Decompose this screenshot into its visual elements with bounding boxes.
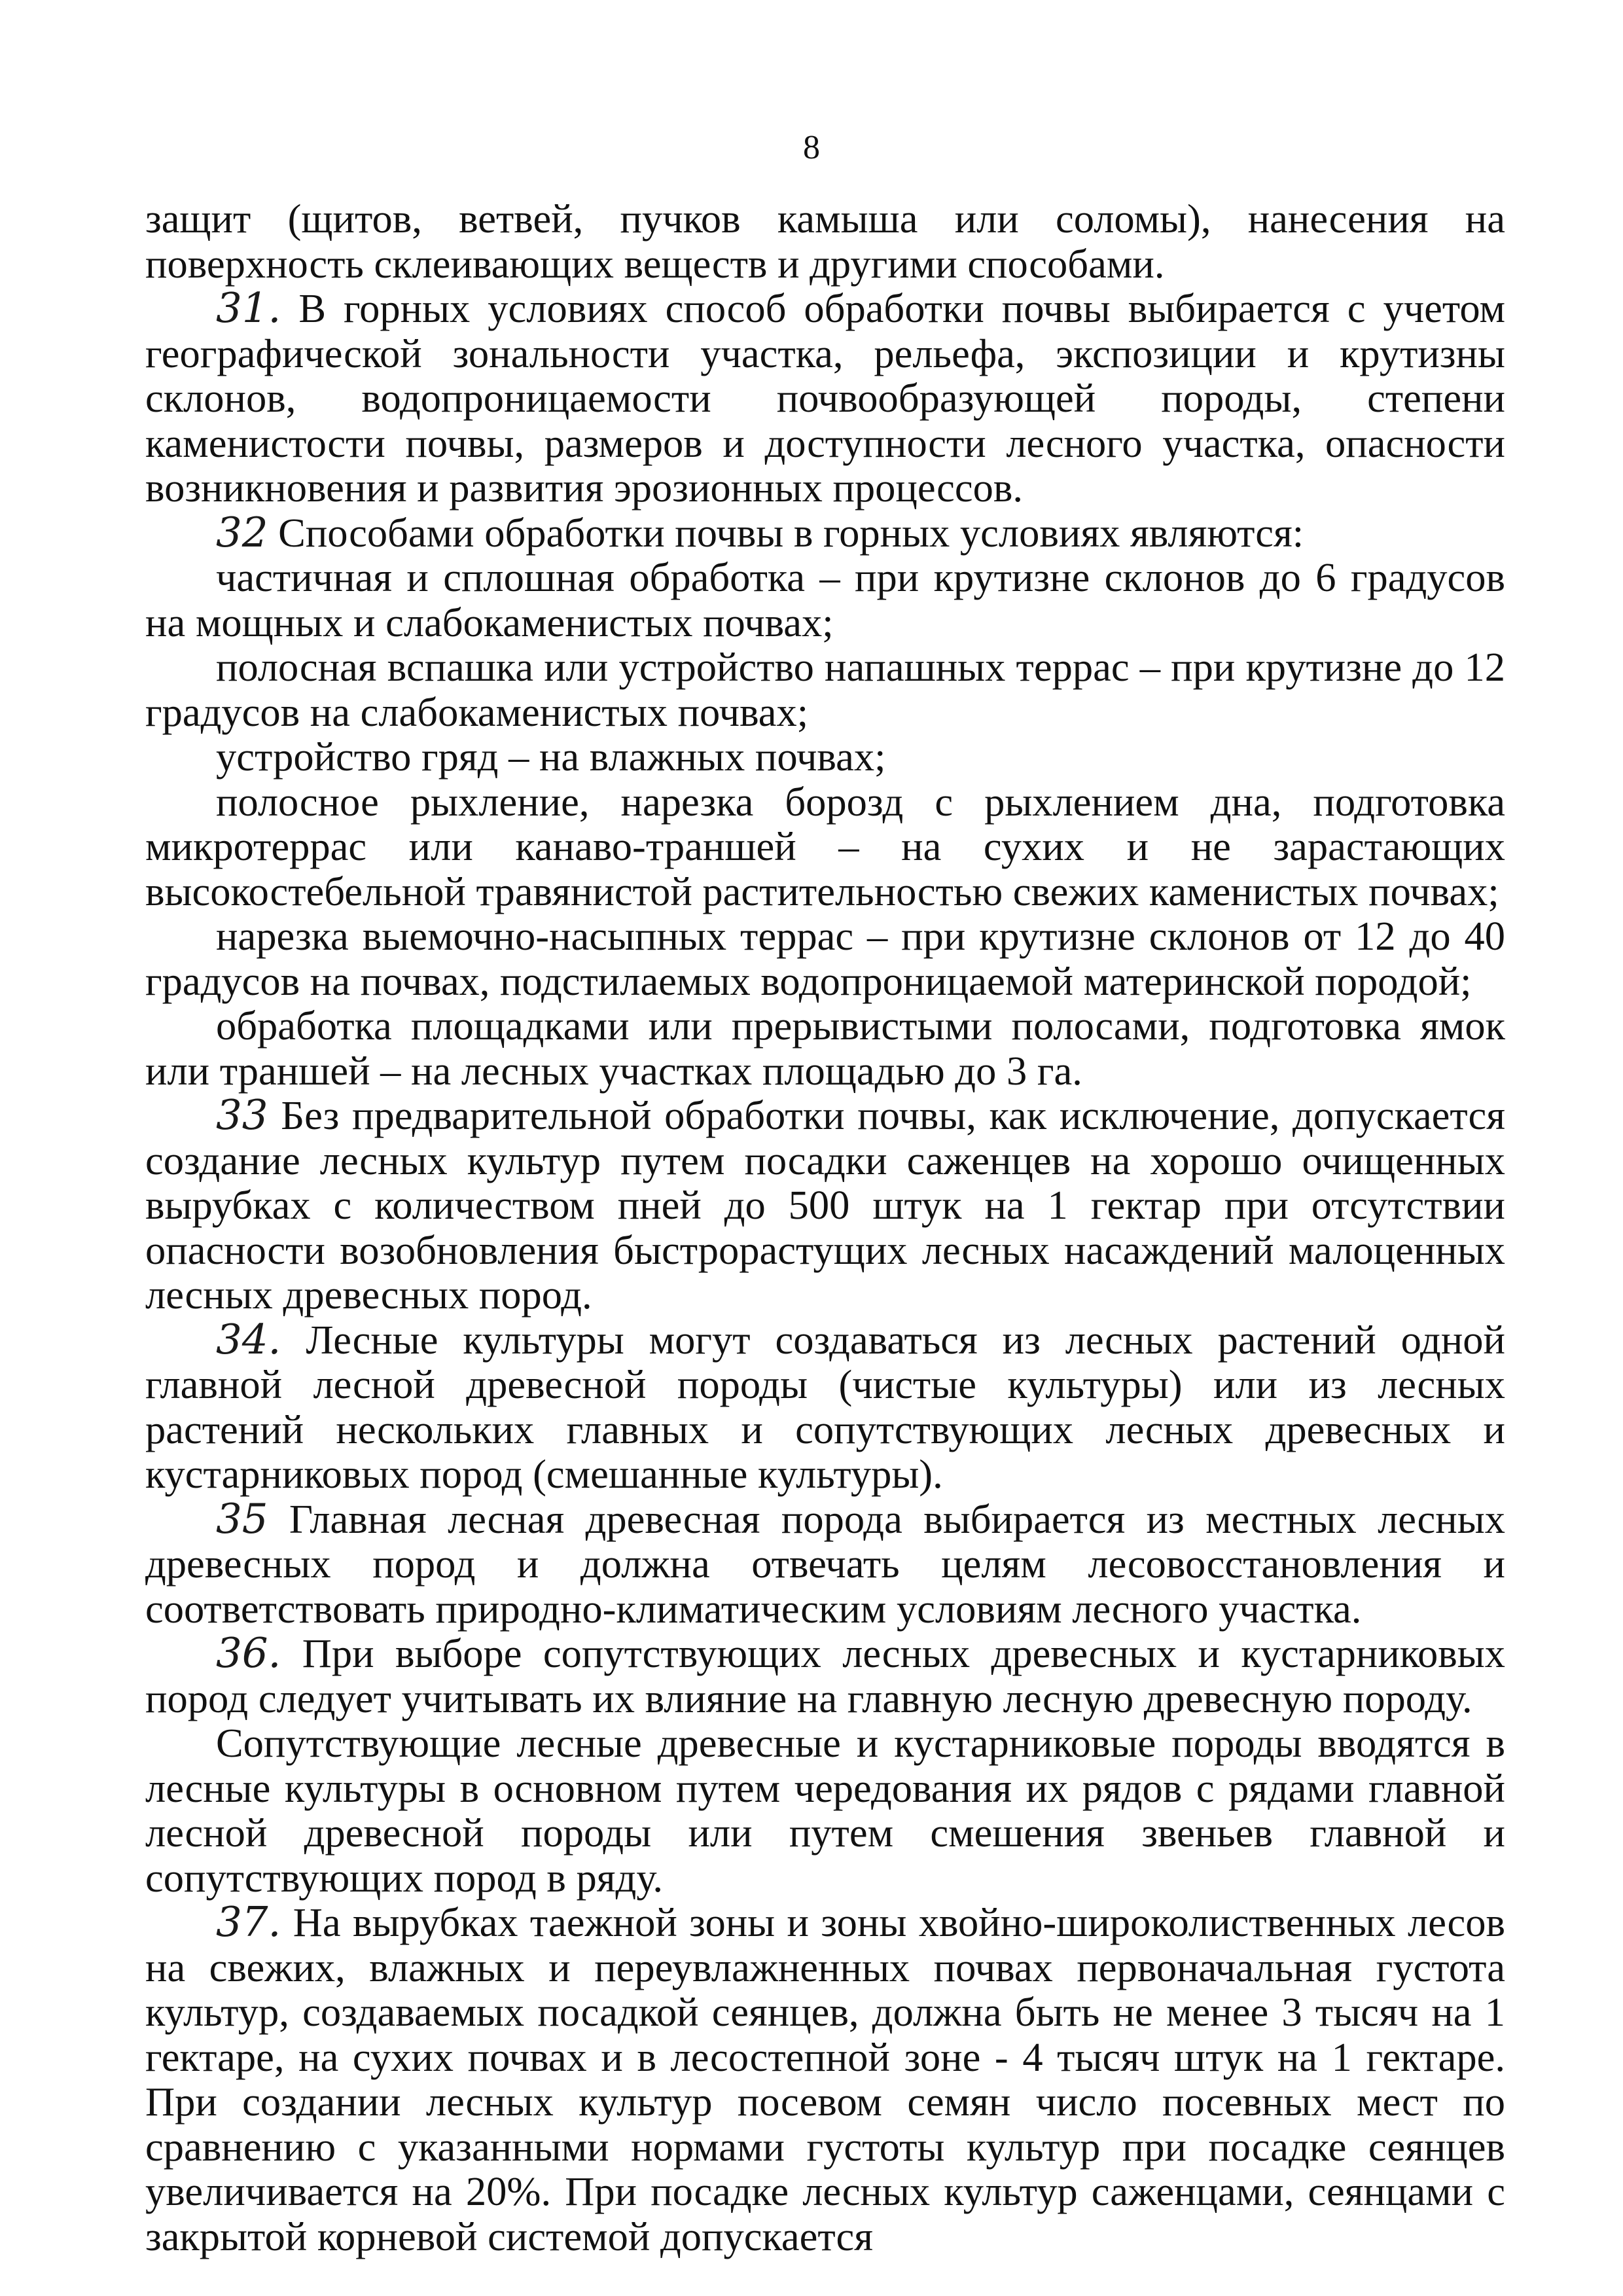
handwritten-item-number: 33 bbox=[216, 1091, 268, 1139]
paragraph-text: Способами обработки почвы в горных условиях являются: bbox=[268, 509, 1304, 556]
paragraph-31 bbox=[145, 286, 1505, 511]
paragraph-34 bbox=[145, 1315, 1505, 1497]
handwritten-item-number: 31. bbox=[216, 284, 281, 332]
paragraph-text: полосное рыхление, нарезка борозд с рыхлением дна, подготовка микротеррас или канаво-траншей – на сухих и не зарастающих высокостебельной травянистой растительностью свежих каменистых почвах; bbox=[145, 778, 1505, 914]
handwritten-item-number: 34. bbox=[216, 1315, 281, 1363]
document-body bbox=[145, 196, 1505, 2259]
handwritten-item-number: 36. bbox=[216, 1629, 281, 1677]
page-number: 8 bbox=[803, 129, 820, 166]
paragraph-35 bbox=[145, 1494, 1505, 1632]
paragraph-sub-item bbox=[145, 645, 1505, 734]
paragraph-sub-item bbox=[145, 780, 1505, 914]
paragraph-32 bbox=[145, 508, 1505, 556]
paragraph bbox=[145, 1721, 1505, 1900]
paragraph-sub-item bbox=[145, 555, 1505, 645]
paragraph-text: нарезка выемочно-насыпных террас – при крутизне склонов от 12 до 40 градусов на почвах, подстилаемых водопроницаемой материнской породой; bbox=[145, 913, 1505, 1004]
paragraph-text: Без предварительной обработки почвы, как исключение, допускается создание лесных культур путем посадки саженцев на хорошо очищенных вырубках с количеством пней до 500 штук на 1 гектар при отсутствии опасности возобновления быстрорастущих лесных насаждений малоценных лесных древесных пород. bbox=[145, 1092, 1505, 1318]
paragraph-text: Главная лесная древесная порода выбирается из местных лесных древесных пород и должна отвечать целям лесовосстановления и соответствовать природно-климатическим условиям лесного участка. bbox=[145, 1496, 1505, 1632]
paragraph-37 bbox=[145, 1900, 1505, 2259]
paragraph-text: обработка площадками или прерывистыми полосами, подготовка ямок или траншей – на лесных участках площадью до 3 га. bbox=[145, 1003, 1505, 1094]
paragraph-text: При выборе сопутствующих лесных древесных и кустарниковых пород следует учитывать их влияние на главную лесную древесную породу. bbox=[145, 1630, 1505, 1721]
handwritten-item-number: 37. bbox=[216, 1898, 281, 1946]
paragraph-sub-item bbox=[145, 914, 1505, 1003]
paragraph-text: На вырубках таежной зоны и зоны хвойно-широколиственных лесов на свежих, влажных и переувлажненных почвах первоначальная густота культур, создаваемых посадкой сеянцев, должна быть не менее 3 тысяч на 1 гектаре, на сухих почвах и в лесостепной зоне - 4 тысяч штук на 1 гектаре. При создании лесных культур посевом семян число посевных мест по сравнению с указанными нормами густоты культур при посадке сеянцев увеличивается на 20%. При посадке лесных культур саженцами, сеянцами с закрытой корневой системой допускается bbox=[145, 1899, 1505, 2259]
paragraph-text: устройство гряд – на влажных почвах; bbox=[216, 734, 886, 780]
paragraph-33 bbox=[145, 1093, 1505, 1318]
paragraph-sub-item bbox=[145, 1003, 1505, 1093]
paragraph-36 bbox=[145, 1631, 1505, 1721]
paragraph-text: В горных условиях способ обработки почвы выбирается с учетом географической зональности участка, рельефа, экспозиции и крутизны склонов, водопроницаемости почвообразующей породы, степени каменистости почвы, размеров и доступности лесного участка, опасности возникновения и развития эрозионных процессов. bbox=[145, 285, 1505, 511]
paragraph-text: частичная и сплошная обработка – при крутизне склонов до 6 градусов на мощных и слабокаменистых почвах; bbox=[145, 554, 1505, 645]
paragraph-text: полосная вспашка или устройство напашных террас – при крутизне до 12 градусов на слабокаменистых почвах; bbox=[145, 644, 1505, 735]
paragraph-text: защит (щитов, ветвей, пучков камыша или соломы), нанесения на поверхность склеивающих веществ и другими способами. bbox=[145, 196, 1505, 287]
handwritten-item-number: 32 bbox=[216, 508, 268, 556]
paragraph-text: Лесные культуры могут создаваться из лесных растений одной главной лесной древесной породы (чистые культуры) или из лесных растений нескольких главных и сопутствующих лесных древесных и кустарниковых пород (смешанные культуры). bbox=[145, 1316, 1505, 1497]
paragraph-text: Сопутствующие лесные древесные и кустарниковые породы вводятся в лесные культуры в основном путем чередования их рядов с рядами главной лесной древесной породы или путем смешения звеньев главной и сопутствующих пород в ряду. bbox=[145, 1720, 1505, 1901]
paragraph-sub-item bbox=[145, 734, 1505, 780]
handwritten-item-number: 35 bbox=[216, 1494, 268, 1543]
paragraph bbox=[145, 196, 1505, 286]
